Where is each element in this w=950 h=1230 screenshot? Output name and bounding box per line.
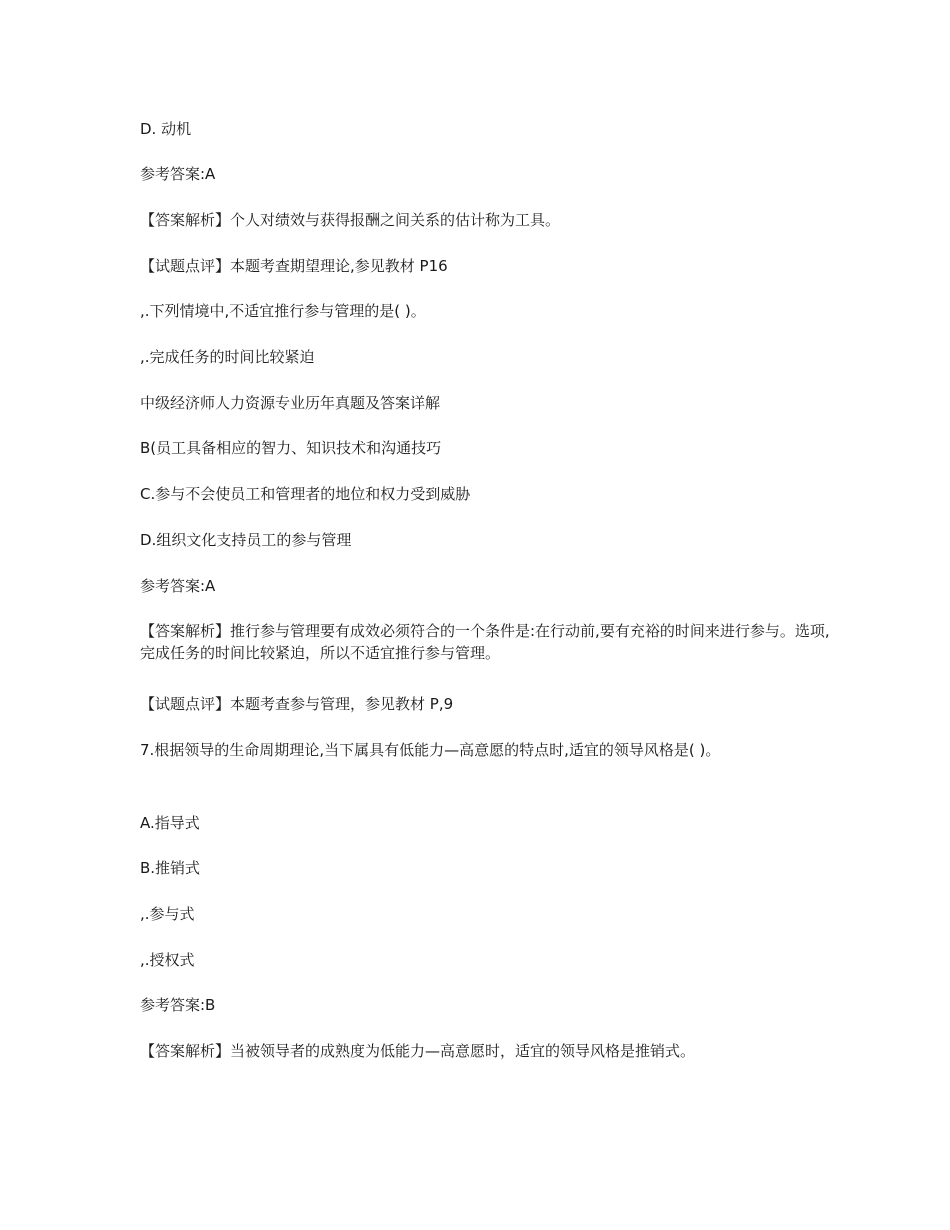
comment-line: 【试题点评】本题考查参与管理，参见教材 P,9: [140, 695, 454, 713]
question-line: ,.下列情境中,不适宜推行参与管理的是( )。: [140, 302, 426, 320]
header-text-line: 中级经济师人力资源专业历年真题及答案详解: [140, 394, 441, 412]
analysis-line: 【答案解析】推行参与管理要有成效必须符合的一个条件是:在行动前,要有充裕的时间来进行参与。选项,完成任务的时间比较紧迫，所以不适宜推行参与管理。: [140, 622, 830, 662]
analysis-line: 【答案解析】当被领导者的成熟度为低能力—高意愿时，适宜的领导风格是推销式。: [140, 1042, 696, 1060]
option-d-line: D.组织文化支持员工的参与管理: [140, 531, 352, 549]
option-d-line: ,.授权式: [140, 951, 195, 969]
option-b-line: B(员工具备相应的智力、知识技术和沟通技巧: [140, 439, 442, 457]
option-a-line: ,.完成任务的时间比较紧迫: [140, 348, 315, 366]
comment-line: 【试题点评】本题考查期望理论,参见教材 P16: [140, 257, 448, 275]
option-a-line: A.指导式: [140, 814, 200, 832]
question-line: 7.根据领导的生命周期理论,当下属具有低能力—高意愿的特点时,适宜的领导风格是( )。: [140, 741, 721, 759]
option-d-line: D. 动机: [140, 120, 192, 138]
option-c-line: ,.参与式: [140, 905, 195, 923]
answer-line: 参考答案:A: [140, 165, 216, 183]
answer-line: 参考答案:A: [140, 577, 216, 595]
option-b-line: B.推销式: [140, 859, 201, 877]
answer-line: 参考答案:B: [140, 996, 216, 1014]
analysis-line: 【答案解析】个人对绩效与获得报酬之间关系的估计称为工具。: [140, 211, 561, 229]
option-c-line: C.参与不会使员工和管理者的地位和权力受到威胁: [140, 485, 471, 503]
